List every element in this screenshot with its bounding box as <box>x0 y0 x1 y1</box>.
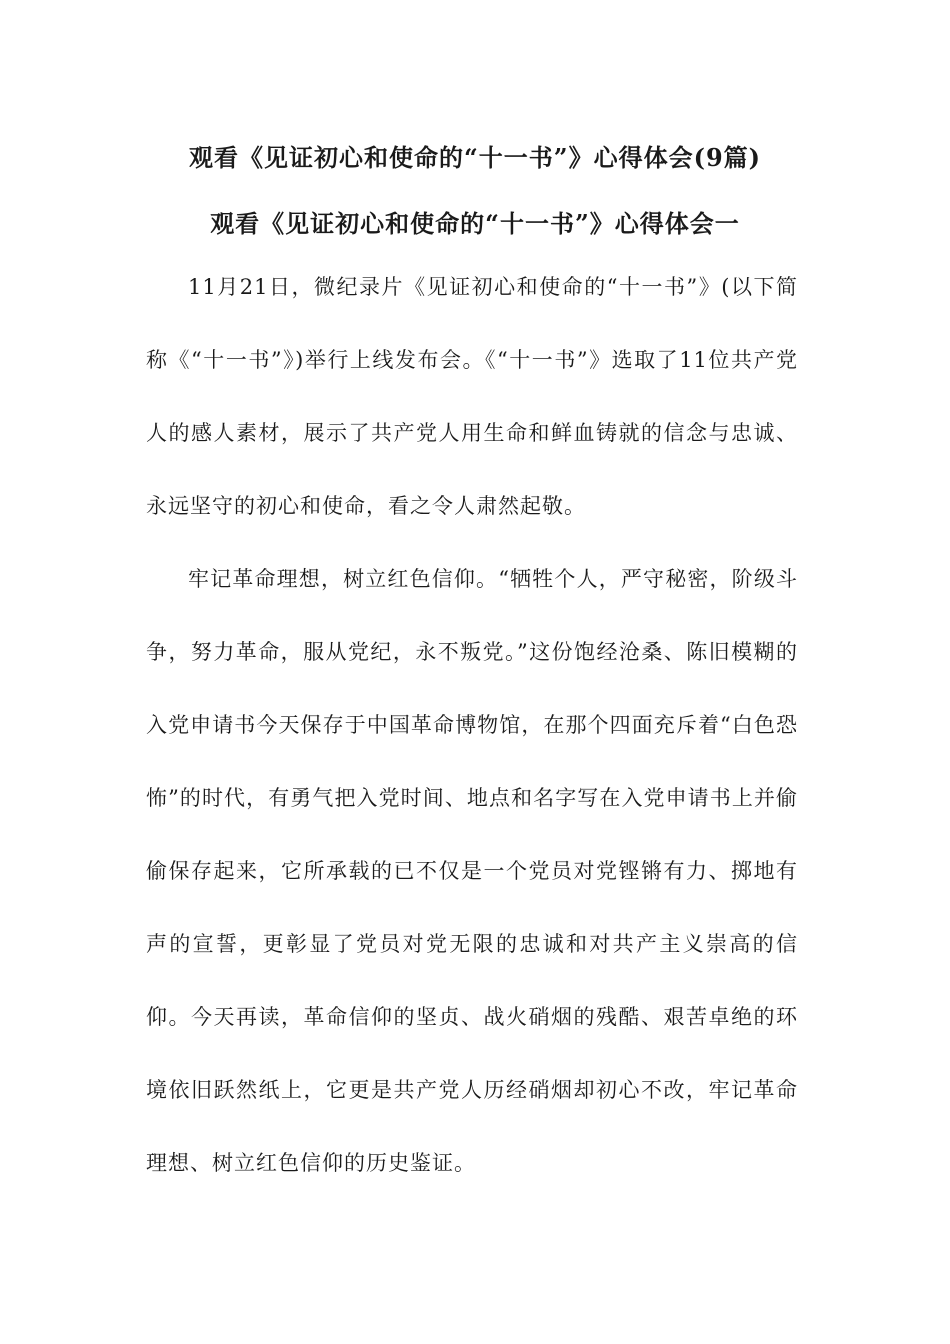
document-title: 观看《见证初心和使命的“十一书”》心得体会(9篇) <box>188 143 762 172</box>
paragraph-2: 牢记革命理想，树立红色信仰。“牺牲个人，严守秘密，阶级斗争，努力革命，服从党纪，永不叛党。”这份饱经沧桑、陈旧模糊的入党申请书今天保存于中国革命博物馆，在那个四面充斥着“白色恐怖”的时代，有勇气把入党时间、地点和名字写在入党申请书上并偷偷保存起来，它所承载的已不仅是一个党员对党铿锵有力、掷地有声的宣誓，更彰显了党员对党无限的忠诚和对共产主义崇高的信仰。今天再读，革命信仰的坚贞、战火硝烟的残酷、艰苦卓绝的环境依旧跃然纸上，它更是共产党人历经硝烟却初心不改，牢记革命理想、树立红色信仰的历史鉴证。 <box>146 567 798 1175</box>
paragraph-1: 11月21日，微纪录片《见证初心和使命的“十一书”》(以下简称《“十一书”》)举行上线发布会。《“十一书”》选取了11位共产党人的感人素材，展示了共产党人用生命和鲜血铸就的信念与忠诚、永远坚守的初心和使命，看之令人肃然起敬。 <box>146 275 798 518</box>
section-title: 观看《见证初心和使命的“十一书”》心得体会一 <box>210 209 740 238</box>
